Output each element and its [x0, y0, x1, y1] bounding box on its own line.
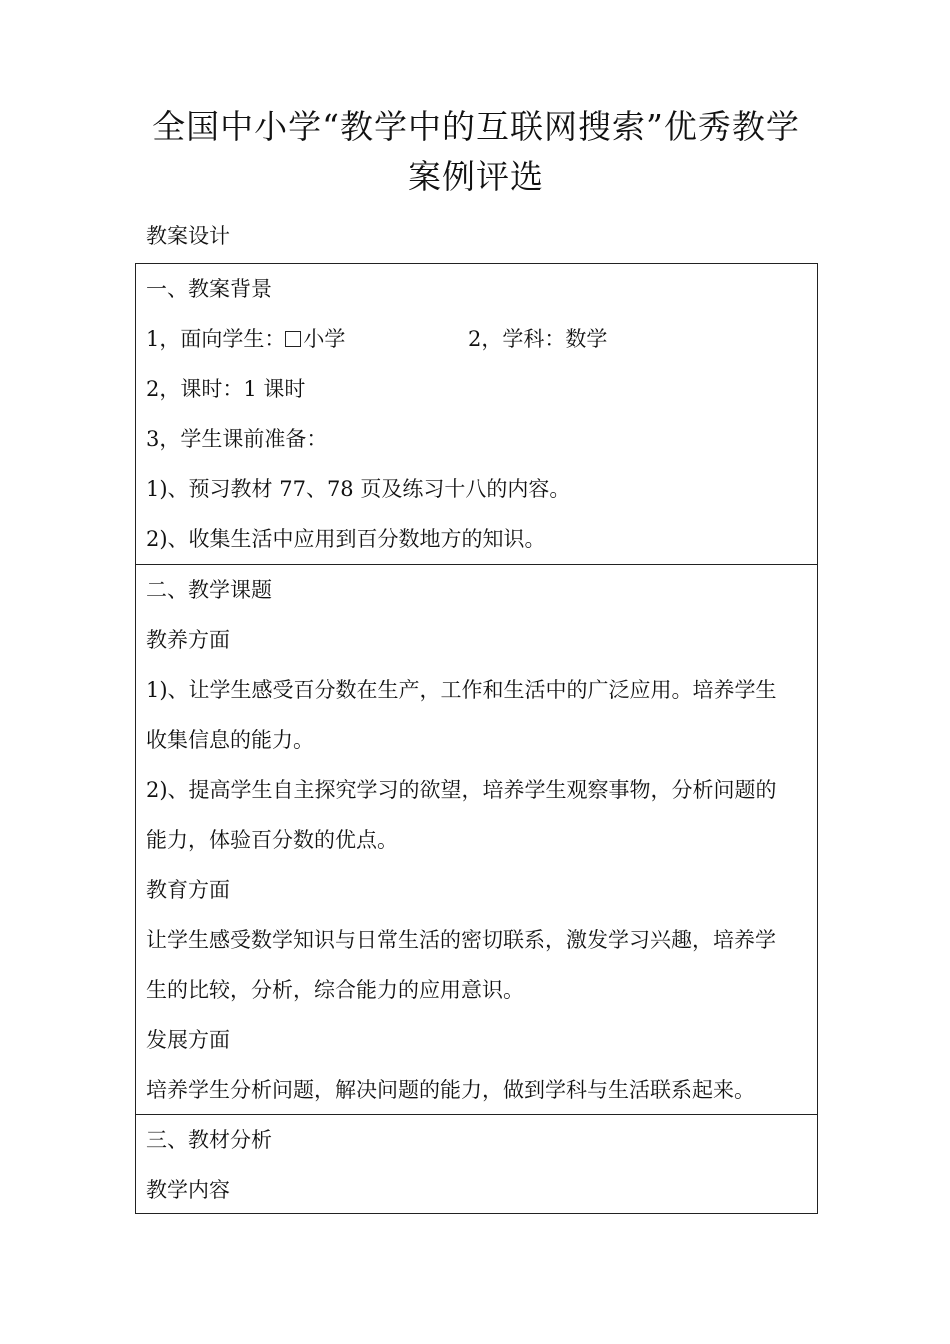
content-heading: 教学内容 [146, 1178, 230, 1202]
prep-item-2: 2)、收集生活中应用到百分数地方的知识。 [146, 527, 546, 551]
section-material-analysis [136, 1115, 817, 1213]
hours-text: 2，课时：1 课时 [146, 377, 306, 401]
cultivation-item-1-line-2: 收集信息的能力。 [146, 728, 314, 752]
education-line-2: 生的比较，分析，综合能力的应用意识。 [146, 978, 524, 1002]
cultivation-item-2-line-1: 2)、提高学生自主探究学习的欲望，培养学生观察事物，分析问题的 [146, 778, 777, 802]
section-heading-background: 一、教案背景 [146, 277, 272, 301]
education-heading: 教育方面 [146, 878, 230, 902]
document-title [136, 102, 816, 202]
prep-heading: 3，学生课前准备： [146, 427, 328, 451]
grade-label: 1，面向学生： [146, 327, 286, 351]
lesson-plan-table [135, 263, 818, 1214]
section-background [136, 264, 817, 565]
cultivation-item-1-line-1: 1)、让学生感受百分数在生产，工作和生活中的广泛应用。培养学生 [146, 678, 777, 702]
grade-value: 小学 [303, 327, 346, 351]
development-heading: 发展方面 [146, 1028, 230, 1052]
title-line-2: 案例评选 [408, 157, 544, 196]
checkbox-icon[interactable] [285, 331, 301, 347]
cultivation-heading: 教养方面 [146, 628, 230, 652]
section-heading-material: 三、教材分析 [146, 1128, 272, 1152]
education-line-1: 让学生感受数学知识与日常生活的密切联系，激发学习兴趣，培养学 [146, 928, 776, 952]
doc-label: 教案设计 [146, 224, 230, 248]
title-line-1: 全国中小学“教学中的互联网搜索”优秀教学 [152, 107, 800, 146]
development-line-1: 培养学生分析问题，解决问题的能力，做到学科与生活联系起来。 [146, 1078, 755, 1102]
section-heading-topic: 二、教学课题 [146, 578, 272, 602]
grade-subject-row [146, 314, 807, 364]
prep-item-1: 1)、预习教材 77、78 页及练习十八的内容。 [146, 477, 571, 501]
cultivation-item-2-line-2: 能力，体验百分数的优点。 [146, 828, 398, 852]
section-topic [136, 565, 817, 1115]
subject-text: 2，学科：数学 [468, 327, 608, 351]
